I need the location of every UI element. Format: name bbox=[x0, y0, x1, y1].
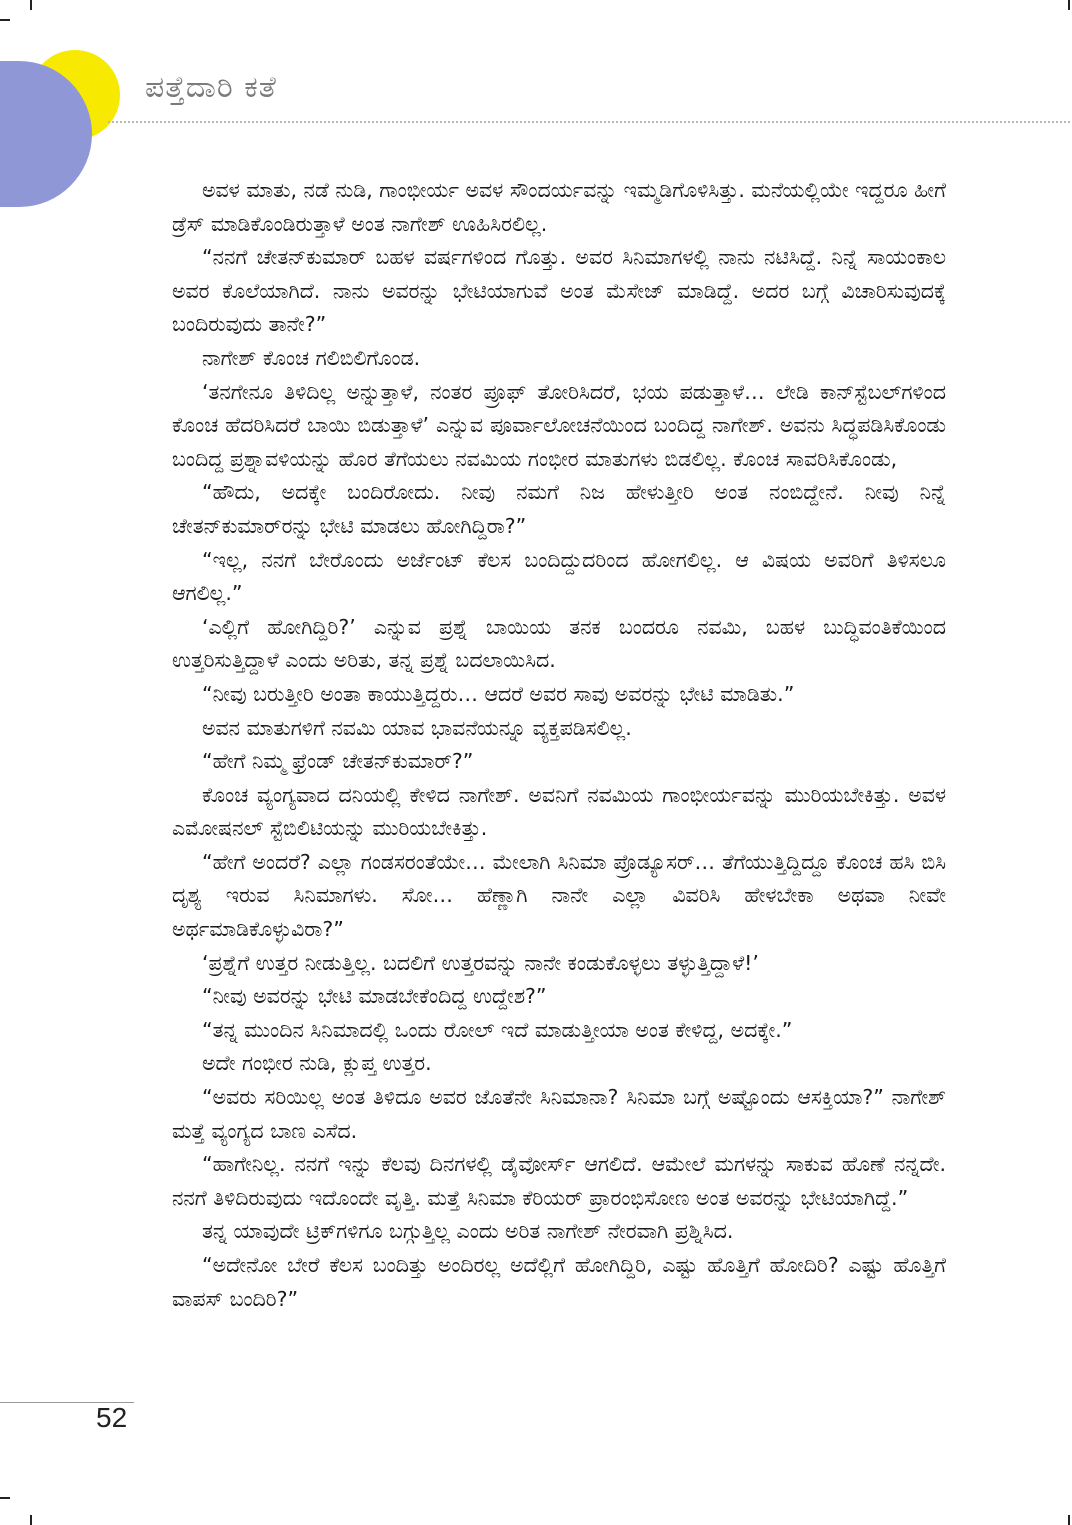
paragraph: ‘ಎಲ್ಲಿಗೆ ಹೋಗಿದ್ದಿರಿ?’ ಎನ್ನುವ ಪ್ರಶ್ನೆ ಬಾಯಿಯ ತನಕ ಬಂದರೂ ನವಮಿ, ಬಹಳ ಬುದ್ಧಿವಂತಿಕೆಯಿಂದ ಉತ್ತರಿಸುತ್ತಿದ್ದಾಳೆ ಎಂದು ಅರಿತು, ತನ್ನ ಪ್ರಶ್ನೆ ಬದಲಾಯಿಸಿದ. bbox=[172, 614, 946, 673]
paragraph: “ಹೇಗೆ ನಿಮ್ಮ ಫ್ರೆಂಡ್ ಚೇತನ್‌ಕುಮಾರ್?” bbox=[202, 749, 474, 774]
paragraph: ನಾಗೇಶ್ ಕೊಂಚ ಗಲಿಬಿಲಿಗೊಂಡ. bbox=[202, 345, 421, 370]
paragraph: ಅವಳ ಮಾತು, ನಡೆ ನುಡಿ, ಗಾಂಭೀರ್ಯ ಅವಳ ಸೌಂದರ್ಯವನ್ನು ಇಮ್ಮಡಿಗೊಳಿಸಿತ್ತು. ಮನೆಯಲ್ಲಿಯೇ ಇದ್ದರೂ ಹೀಗೆ ಡ್ರೆಸ್ ಮಾಡಿಕೊಂಡಿರುತ್ತಾಳೆ ಅಂತ ನಾಗೇಶ್ ಊಹಿಸಿರಲಿಲ್ಲ. bbox=[172, 178, 946, 236]
paragraph: “ನೀವು ಬರುತ್ತೀರಿ ಅಂತಾ ಕಾಯುತ್ತಿದ್ದರು… ಆದರೆ ಅವರ ಸಾವು ಅವರನ್ನು ಭೇಟಿ ಮಾಡಿತು.” bbox=[202, 681, 795, 706]
crop-mark bbox=[30, 0, 32, 10]
paragraph: “ನನಗೆ ಚೇತನ್‌ಕುಮಾರ್ ಬಹಳ ವರ್ಷಗಳಿಂದ ಗೊತ್ತು. ಅವರ ಸಿನಿಮಾಗಳಲ್ಲಿ ನಾನು ನಟಿಸಿದ್ದೆ. ನಿನ್ನೆ ಸಾಯಂಕಾಲ ಅವರ ಕೊಲೆಯಾಗಿದೆ. ನಾನು ಅವರನ್ನು ಭೇಟಿಯಾಗುವೆ ಅಂತ ಮೆಸೇಜ್ ಮಾಡಿದ್ದೆ. ಅದರ ಬಗ್ಗೆ ವಿಚಾರಿಸುವುದಕ್ಕೆ ಬಂದಿರುವುದು ತಾನೇ?” bbox=[172, 245, 946, 337]
paragraph: “ಹೇಗೆ ಅಂದರೆ? ಎಲ್ಲಾ ಗಂಡಸರಂತೆಯೇ… ಮೇಲಾಗಿ ಸಿನಿಮಾ ಪ್ರೊಡ್ಯೂಸರ್… ತೆಗೆಯುತ್ತಿದ್ದಿದ್ದೂ ಕೊಂಚ ಹಸಿ ಬಿಸಿ ದೃಶ್ಯ ಇರುವ ಸಿನಿಮಾಗಳು. ಸೋ… ಹೆಣ್ಣಾಗಿ ನಾನೇ ಎಲ್ಲಾ ವಿವರಿಸಿ ಹೇಳಬೇಕಾ ಅಥವಾ ನೀವೇ ಅರ್ಥಮಾಡಿಕೊಳ್ಳುವಿರಾ?” bbox=[172, 849, 946, 942]
paragraph: ‘ಪ್ರಶ್ನೆಗೆ ಉತ್ತರ ನೀಡುತ್ತಿಲ್ಲ. ಬದಲಿಗೆ ಉತ್ತರವನ್ನು ನಾನೇ ಕಂಡುಕೊಳ್ಳಲು ತಳ್ಳುತ್ತಿದ್ದಾಳೆ!’ bbox=[202, 950, 759, 975]
story-body bbox=[172, 174, 946, 1316]
paragraph: “ಹೌದು, ಅದಕ್ಕೇ ಬಂದಿರೋದು. ನೀವು ನಮಗೆ ನಿಜ ಹೇಳುತ್ತೀರಿ ಅಂತ ನಂಬಿದ್ದೇನೆ. ನೀವು ನಿನ್ನೆ ಚೇತನ್‌ಕುಮಾರ್‌ರನ್ನು ಭೇಟಿ ಮಾಡಲು ಹೋಗಿದ್ದಿರಾ?” bbox=[172, 480, 946, 538]
crop-mark bbox=[1068, 0, 1070, 10]
paragraph: ತನ್ನ ಯಾವುದೇ ಟ್ರಿಕ್‌ಗಳಿಗೂ ಬಗ್ಗುತ್ತಿಲ್ಲ ಎಂದು ಅರಿತ ನಾಗೇಶ್ ನೇರವಾಗಿ ಪ್ರಶ್ನಿಸಿದ. bbox=[202, 1219, 734, 1244]
paragraph: “ಅದೇನೋ ಬೇರೆ ಕೆಲಸ ಬಂದಿತ್ತು ಅಂದಿರಲ್ಲ ಅದೆಲ್ಲಿಗೆ ಹೋಗಿದ್ದಿರಿ, ಎಷ್ಟು ಹೊತ್ತಿಗೆ ಹೋದಿರಿ? ಎಷ್ಟು ಹೊತ್ತಿಗೆ ವಾಪಸ್ ಬಂದಿರಿ?” bbox=[172, 1253, 946, 1311]
crop-mark bbox=[0, 19, 10, 21]
crop-mark bbox=[1068, 1515, 1070, 1525]
paragraph: ‘ತನಗೇನೂ ತಿಳಿದಿಲ್ಲ ಅನ್ನುತ್ತಾಳೆ, ನಂತರ ಪ್ರೂಫ್ ತೋರಿಸಿದರೆ, ಭಯ ಪಡುತ್ತಾಳೆ… ಲೇಡಿ ಕಾನ್‌ಸ್ಟೆಬಲ್‌ಗಳಿಂದ ಕೊಂಚ ಹೆದರಿಸಿದರೆ ಬಾಯಿ ಬಿಡುತ್ತಾಳೆ’ ಎನ್ನುವ ಪೂರ್ವಾಲೋಚನೆಯಿಂದ ಬಂದಿದ್ದ ನಾಗೇಶ್. ಅವನು ಸಿದ್ಧಪಡಿಸಿಕೊಂಡು ಬಂದಿದ್ದ ಪ್ರಶ್ನಾವಳಿಯನ್ನು ಹೊರ ತೆಗೆಯಲು ನವಮಿಯ ಗಂಭೀರ ಮಾತುಗಳು ಬಿಡಲಿಲ್ಲ. ಕೊಂಚ ಸಾವರಿಸಿಕೊಂಡು, bbox=[172, 379, 946, 471]
page-number: 52 bbox=[96, 1402, 128, 1433]
paragraph: ಅದೇ ಗಂಭೀರ ನುಡಿ, ಕ್ಲುಪ್ತ ಉತ್ತರ. bbox=[202, 1051, 432, 1076]
crop-mark bbox=[30, 1515, 32, 1525]
paragraph: “ನೀವು ಅವರನ್ನು ಭೇಟಿ ಮಾಡಬೇಕೆಂದಿದ್ದ ಉದ್ದೇಶ?” bbox=[202, 984, 547, 1009]
paragraph: ಅವನ ಮಾತುಗಳಿಗೆ ನವಮಿ ಯಾವ ಭಾವನೆಯನ್ನೂ ವ್ಯಕ್ತಪಡಿಸಲಿಲ್ಲ. bbox=[202, 715, 632, 740]
paragraph: “ಇಲ್ಲ, ನನಗೆ ಬೇರೊಂದು ಅರ್ಜೆಂಟ್ ಕೆಲಸ ಬಂದಿದ್ದುದರಿಂದ ಹೋಗಲಿಲ್ಲ. ಆ ವಿಷಯ ಅವರಿಗೆ ತಿಳಿಸಲೂ ಆಗಲಿಲ್ಲ.” bbox=[172, 547, 946, 606]
header-dotted-rule bbox=[108, 121, 1070, 123]
paragraph: “ತನ್ನ ಮುಂದಿನ ಸಿನಿಮಾದಲ್ಲಿ ಒಂದು ರೋಲ್ ಇದೆ ಮಾಡುತ್ತೀಯಾ ಅಂತ ಕೇಳಿದ್ದ, ಅದಕ್ಕೇ.” bbox=[202, 1017, 793, 1042]
running-header-title: ಪತ್ತೆದಾರಿ ಕತೆ bbox=[145, 70, 277, 105]
paragraph: “ಹಾಗೇನಿಲ್ಲ. ನನಗೆ ಇನ್ನು ಕೆಲವು ದಿನಗಳಲ್ಲಿ ಡೈವೋರ್ಸ್ ಆಗಲಿದೆ. ಆಮೇಲೆ ಮಗಳನ್ನು ಸಾಕುವ ಹೊಣೆ ನನ್ನದೇ. ನನಗೆ ತಿಳಿದಿರುವುದು ಇದೊಂದೇ ವೃತ್ತಿ. ಮತ್ತೆ ಸಿನಿಮಾ ಕೆರಿಯರ್ ಪ್ರಾರಂಭಿಸೋಣ ಅಂತ ಅವರನ್ನು ಭೇಟಿಯಾಗಿದ್ದೆ.” bbox=[172, 1152, 946, 1210]
paragraph: ಕೊಂಚ ವ್ಯಂಗ್ಯವಾದ ದನಿಯಲ್ಲಿ ಕೇಳಿದ ನಾಗೇಶ್. ಅವನಿಗೆ ನವಮಿಯ ಗಾಂಭೀರ್ಯವನ್ನು ಮುರಿಯಬೇಕಿತ್ತು. ಅವಳ ಎಮೋಷನಲ್ ಸ್ಟೆಬಿಲಿಟಿಯನ್ನು ಮುರಿಯಬೇಕಿತ್ತು. bbox=[172, 782, 946, 841]
paragraph: “ಅವರು ಸರಿಯಿಲ್ಲ ಅಂತ ತಿಳಿದೂ ಅವರ ಜೊತೆನೇ ಸಿನಿಮಾನಾ? ಸಿನಿಮಾ ಬಗ್ಗೆ ಅಷ್ಟೊಂದು ಆಸಕ್ತಿಯಾ?” ನಾಗೇಶ್ ಮತ್ತೆ ವ್ಯಂಗ್ಯದ ಬಾಣ ಎಸೆದ. bbox=[172, 1085, 946, 1143]
crop-mark bbox=[0, 1497, 10, 1499]
